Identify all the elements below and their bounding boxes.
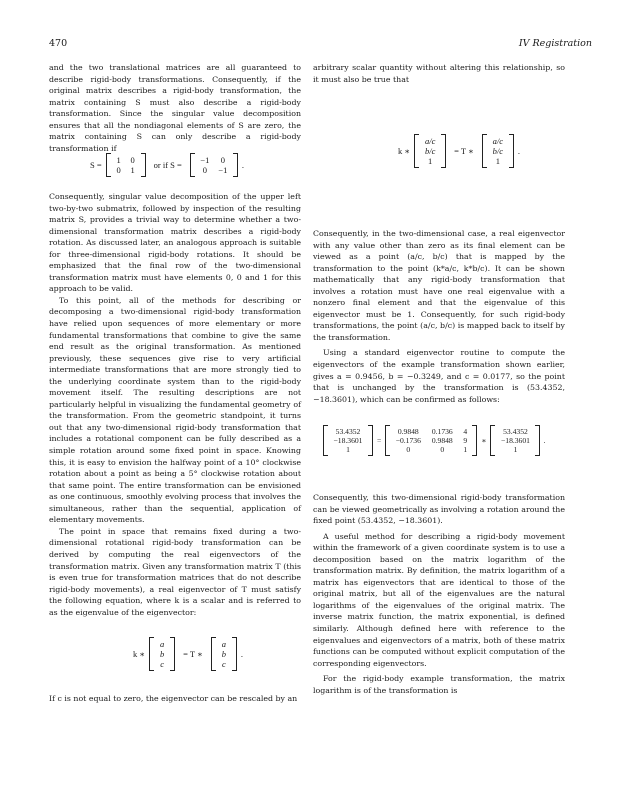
cell: 1 [463, 445, 468, 454]
cell: 0.1736 [431, 427, 453, 436]
equation-confirm [323, 425, 545, 456]
cell: 0 [440, 445, 445, 454]
cell: 1 [428, 156, 433, 166]
cell: −1 [218, 165, 228, 175]
equation-s-conditions [90, 153, 244, 177]
cell: a [160, 639, 165, 649]
eq1-matrix-negative [190, 153, 238, 177]
cell: b/c [424, 146, 436, 156]
eq3-vector-right [482, 134, 514, 168]
eq1-mid: or if S = [153, 160, 182, 170]
eq4-matrix [385, 425, 477, 456]
cell: −18.3601 [333, 436, 363, 445]
cell: 1 [346, 445, 350, 454]
eq3-eqT: = T ∗ [454, 145, 474, 156]
running-head: IV Registration [518, 38, 592, 49]
cell: a/c [492, 136, 504, 146]
cell: 0 [116, 165, 121, 175]
cell: 53.4352 [335, 427, 361, 436]
eq2-end: . [240, 649, 243, 659]
cell: 1 [513, 445, 518, 454]
cell: 0.9848 [431, 436, 453, 445]
left-column [49, 62, 301, 154]
eq3-vector-left [414, 134, 446, 168]
right-paragraph-2: Consequently, in the two-dimensional case, a real eigenvector with any value other than zero as its final element can be viewed as a point (a/c, b/c) that is mapped by the transformation to the point (k*a/c, k*b/c). It can be shown mathematically that any rigid-body transformation that involves a rotation must have one real eigenvalue with a nonzero final element and that the eigenvalue of this eigenvector must be 1. Consequently, for such rigid-body transformations, the point (a/c, b/c) is mapped back to itself by the transformation. [313, 229, 565, 342]
cell: c [160, 659, 165, 669]
right-paragraph-3: Using a standard eigenvector routine to compute the eigenvectors of the example transformation shown earlier, gives a = 0.9456, b = −0.3249, and c = 0.0177, so the point that is unchanged by the transformation is (53.4352, −18.3601), which can be confirmed as follows: [313, 348, 565, 404]
cell: 0 [130, 155, 135, 165]
eq4-star: ∗ [481, 436, 487, 445]
cell: 53.4352 [503, 427, 528, 436]
right-column [313, 62, 565, 85]
left-paragraph-2: Consequently, singular value decomposition of the upper left two-by-two submatrix, followed by inspection of the resulting matrix S, provides a trivial way to determine whether a two-dimensional transformation matrix describes a rigid-body rotation. As discussed later, an analogous approach is suitable for three-dimensional rigid-body rotations. It should be emphasized that the final row of the two-dimensional transformation matrix must have elements 0, 0 and 1 for this approach to be valid. [49, 192, 301, 294]
left-column-3 [49, 693, 301, 705]
eq4-vector-left [323, 425, 373, 456]
eq4-equals: = [377, 436, 382, 445]
cell: 1 [116, 155, 121, 165]
eq2-vector-right [211, 637, 237, 671]
cell: 4 [463, 427, 468, 436]
left-paragraph-4: The point in space that remains fixed during a two-dimensional rotational rigid-body transformation can be derived by computing the real eigenvectors of the transformation matrix. Given any transformation matrix T (this is even true for transformation matrices that do not describe rigid-body movements), a real eigenvector of T must satisfy the following equation, where k is a scalar and is referred to as the eigenvalue of the eigenvector: [49, 526, 301, 617]
left-paragraph-1: and the two translational matrices are all guaranteed to describe rigid-body transformations. Consequently, if the original matrix describes a rigid-body transformation, the matrix containing S must also describe a rigid-body transformation. Since the singular value decomposition ensures that all the nondiagonal elements of S are zero, the matrix containing S can only describe a rigid-body transformation if [49, 63, 301, 153]
cell: 0 [220, 155, 225, 165]
page-number: 470 [49, 38, 68, 49]
right-paragraph-1: arbitrary scalar quantity without altering this relationship, so it must also be true that [313, 63, 565, 84]
cell: b [221, 649, 226, 659]
equation-rescaled [398, 134, 520, 168]
cell: 0.9848 [397, 427, 419, 436]
left-column-2 [49, 191, 301, 618]
cell: a/c [424, 136, 436, 146]
cell: −18.3601 [500, 436, 530, 445]
right-paragraph-6: For the rigid-body example transformation, the matrix logarithm is of the transformation is [313, 674, 565, 695]
left-paragraph-3: To this point, all of the methods for describing or decomposing a two-dimensional rigid-body transformation have relied upon sequences of more elementary or more fundamental transformations that combine to give the same end result as the original transformation. As mentioned previously, these sequences give rise to very artificial intermediate transformations that are more strongly tied to the underlying coordinate system than to the rigid-body movement itself. The resulting descriptions are not particularly helpful in visualizing the fundamental geometry of the transformation. From the geometric standpoint, it turns out that any two-dimensional rigid-body transformation that includes a rotational component can be fully described as a simple rotation around some fixed point in space. Knowing this, it is easy to envision the halfway point of a 10° clockwise rotation about a point as being a 5° clockwise rotation about that same point. The entire transformation can be envisioned as one continuous, smoothly evolving process that involves the simultaneous, rather than the sequential, application of elementary movements. [49, 295, 301, 525]
cell: a [221, 639, 226, 649]
cell: 9 [463, 436, 468, 445]
cell: 1 [130, 165, 135, 175]
eq2-eqT: = T ∗ [183, 648, 203, 659]
eq1-end: . [241, 160, 244, 170]
right-paragraph-4: Consequently, this two-dimensional rigid-body transformation can be viewed geometrically as involving a rotation around the fixed point (53.4352, −18.3601). [313, 493, 565, 526]
cell: −0.1736 [395, 436, 421, 445]
cell: b [160, 649, 165, 659]
cell: c [221, 659, 226, 669]
cell: 1 [495, 156, 500, 166]
equation-eigen [133, 637, 243, 671]
right-column-2 [313, 228, 565, 405]
cell: −1 [200, 155, 210, 165]
eq1-lhs: S = [90, 160, 102, 170]
cell: b/c [492, 146, 504, 156]
right-paragraph-5: A useful method for describing a rigid-body movement within the framework of a given coordinate system is to use a decomposition based on the matrix logarithm of the transformation matrix. By definition, the matrix logarithm of a matrix has eigenvectors that are identical to those of the original matrix, but all of the eigenvalues are the natural logarithms of the eigenvalues of the original matrix. The inverse matrix function, the matrix exponential, is defined similarly. Although defined here with reference to the eigenvalues and eigenvectors of a matrix, both of these matrix functions can be computed without explicit computation of the corresponding eigenvectors. [313, 531, 565, 668]
eq2-k: k ∗ [133, 648, 146, 659]
eq2-vector-left [149, 637, 175, 671]
eq4-vector-right [490, 425, 540, 456]
cell: 0 [406, 445, 411, 454]
eq4-end: . [543, 436, 546, 445]
right-column-3 [313, 492, 565, 696]
eq1-matrix-identity [106, 153, 146, 177]
left-paragraph-5: If c is not equal to zero, the eigenvector can be rescaled by an [49, 694, 298, 703]
cell: 0 [202, 165, 207, 175]
eq3-k: k ∗ [398, 145, 411, 156]
eq3-end: . [517, 146, 520, 156]
